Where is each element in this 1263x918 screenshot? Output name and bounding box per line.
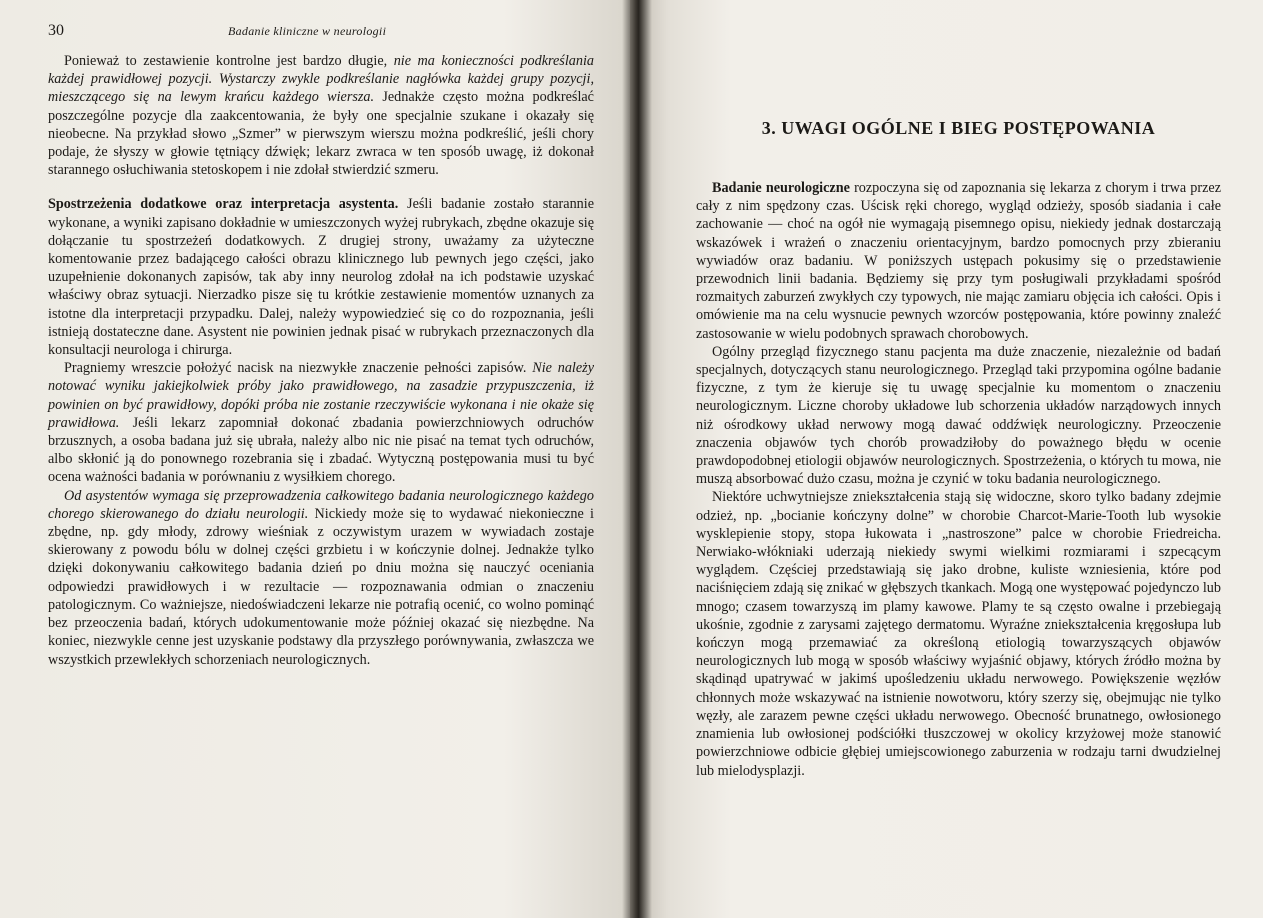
text-segment: Ponieważ to zestawienie kontrolne jest bardzo długie,	[64, 53, 394, 69]
right-page	[630, 0, 1263, 918]
chapter-number: 3.	[761, 118, 777, 138]
left-page	[0, 0, 630, 918]
running-head	[48, 22, 594, 52]
bold-lead: Badanie neurologiczne	[712, 180, 850, 196]
text-segment: rozpoczyna się od zapoznania się lekarza z chorym i trwa przez cały z nim spędzony czas. Uścisk ręki chorego, wygląd odzieży, sposób siadania i całe zachowanie — choć na ogół nie wymagają pisemnego opisu, niekiedy jednak dostarczają wskazówek i wrażeń o znaczeniu orientacyjnym, bardzo pomocnych przy zbieraniu wywiadów oraz badaniu. W poniższych ustępach pokusimy się o przedstawienie przewodnich linii badania. Będziemy się przy tym posługiwali przykładami spośród rozmaitych zaburzeń zwykłych czy typowych, nie mając zamiaru objęcia ich całości. Opis i omówienie ma na celu wysnucie pewnych wzorców postępowania, które powinny znaleźć zastosowanie w wielu podobnych sprawach chorobowych.	[696, 180, 1221, 342]
paragraph-4	[48, 487, 594, 669]
italic-segment: nie ma konieczności podkreślania każdej prawidłowej pozycji. Wystarczy zwykle podkreślanie nagłówka każdej grupy pozycji, mieszczącego się na lewym krańcu każdego wiersza.	[48, 53, 594, 106]
italic-segment: Nie należy notować wyniku jakiejkolwiek próby jako prawidłowego, na zasadzie przypuszczenia, iż powinien on być prawidłowy, dopóki próba nie zostanie rzeczywiście wykonana i nie okaże się prawidłowa.	[48, 360, 594, 431]
paragraph-2	[48, 195, 594, 359]
chapter-title	[696, 118, 1221, 139]
text-segment: Pragniemy wreszcie położyć nacisk na niezwykłe znaczenie pełności zapisów.	[64, 360, 533, 377]
chapter-title-text: UWAGI OGÓLNE I BIEG POSTĘPOWANIA	[781, 118, 1156, 138]
text-segment: Nickiedy może się to wydawać niekonieczne i zbędne, np. gdy młody, zdrowy wieśniak z oczywistym urazem w wywiadach zostaje skierowany z powodu bólu w dolnej części grzbietu i w kończynie dolnej. Jednakże tylko dzięki dokonywaniu całkowitego badania dzień po dniu można się nauczyć oceniania odpowiedzi prawidłowych i w rezultacie — rozpoznawania odmian o znaczeniu patologicznym. Co ważniejsze, niedoświadczeni lekarze nie potrafią ocenić, co wolno pominąć bez przeoczenia badań, których udokumentowanie może później okazać się niezbędne. Na koniec, niezwykle cenne jest uzyskanie podstawy dla przyszłego porównywania, zwłaszcza we wszystkich przewlekłych schorzeniach neurologicznych.	[48, 505, 594, 668]
paragraph-2: Ogólny przegląd fizycznego stanu pacjenta ma duże znaczenie, niezależnie od badań specjalnych, dotyczących stanu neurologicznego. Przegląd taki przypomina ogólne badanie fizyczne, z tym że kieruje się tu uwagę specjalnie ku momentom o znaczeniu neurologicznym. Liczne choroby układowe lub schorzenia układów narządowych innych niż ośrodkowy układ nerwowy mogą dawać oddźwięk neurologiczny. Przeoczenie znaczenia objawów tych chorób prowadziłoby do poważnego błędu w ocenie prawdopodobnej etiologii objawów neurologicznych. Spostrzeżenia, o których tu mowa, nie muszą absorbować dużo czasu, można je czynić w toku badania neurologicznego.	[696, 343, 1221, 488]
book-gutter-shadow	[622, 0, 652, 918]
text-segment: Jeśli badanie zostało starannie wykonane, a wyniki zapisano dokładnie w umieszczonych wyżej rubrykach, zbędne okazuje się dołączanie tu spostrzeżeń dodatkowych. Z drugiej strony, uważamy za użyteczne komentowanie przez badającego całości obrazu klinicznego lub pewnych jego części, jako uzupełnienie dokonanych zapisów, tak aby inny neurolog zdołał na ich podstawie uzyskać właściwy obraz sytuacji. Nierzadko pisze się tu krótkie zestawienie momentów uznanych za istotne dla interpretacji przypadku. Dalej, należy wypowiedzieć się co do rozpoznania, jeśli istnieją dostateczne dane. Asystent nie powinien jednak pisać w rubrykach przeznaczonych dla konsultacji neurologa i chirurga.	[48, 196, 594, 359]
italic-segment: Od asystentów wymaga się przeprowadzenia całkowitego badania neurologicznego każdego chorego skierowanego do działu neurologii.	[48, 487, 594, 522]
paragraph-1	[48, 52, 594, 179]
paragraph-3	[48, 359, 594, 486]
text-segment: Jeśli lekarz zapomniał dokonać zbadania powierzchniowych odruchów brzusznych, a osoba badana już się ubrała, należy albo nic nie pisać na temat tych odruchów, albo skłonić ją do ponownego rozebrania się i zbadać. Wytyczną postępowania musi tu być ocena ważności badania w porównaniu z wysiłkiem chorego.	[48, 414, 594, 486]
running-title: Badanie kliniczne w neurologii	[228, 24, 387, 38]
text-segment: Jednakże często można podkreślać poszczególne pozycje dla zaakcentowania, że były one specjalnie szukane i okazały się nieobecne. Na przykład słowo „Szmer” w pierwszym wierszu można podkreślić, jeśli chory podaje, że słyszy w głowie tętniący dźwięk; lekarz zwraca w ten sposób uwagę, iż dokonał starannego osłuchiwania stetoskopem i nie zdołał stwierdzić szmeru.	[48, 89, 594, 179]
paragraph-1	[696, 179, 1221, 343]
page-number: 30	[48, 22, 64, 39]
paragraph-3: Niektóre uchwytniejsze zniekształcenia stają się widoczne, skoro tylko badany zdejmie odzież, np. „bocianie kończyny dolne” w chorobie Charcot-Marie-Tooth lub wysokie wysklepienie stopy, stopa łukowata i „nastroszone” palce w chorobie Friedreicha. Nerwiako-włókniaki uderzają niekiedy swymi wielkimi rozmiarami i szpecącym wyglądem. Częściej przedstawiają się jako drobne, kuliste wzniesienia, które pod naciśnięciem zdają się znikać w głębszych tkankach. Mogą one występować pojedynczo lub mnogo; czasem towarzyszą im plamy kawowe. Plamy te są często owalne i przebiegają ukośnie, zgodnie z zarysami zajętego dermatomu. Wyraźne zniekształcenia kręgosłupa lub kończyn mogą przemawiać za określoną etiologią towarzyszących objawów neurologicznych lub mogą w sposób właściwy wyjaśnić objawy, których źródło można by skądinąd upatrywać w jakimś upośledzeniu układu nerwowego. Powiększenie węzłów chłonnych może wskazywać na istnienie nowotworu, który szerzy się, obejmując nie tylko węzły, ale zarazem pewne części układu nerwowego. Obecność brunatnego, owłosionego znamienia lub owłosionej podściółki tłuszczowej w okolicy krzyżowej może stanowić powierzchniowe odbicie głębiej umiejscowionego zaburzenia w rodzaju tarni dwudzielnej lub mielodysplazji.	[696, 489, 1221, 779]
section-heading: Spostrzeżenia dodatkowe oraz interpretacja asystenta.	[48, 196, 399, 213]
